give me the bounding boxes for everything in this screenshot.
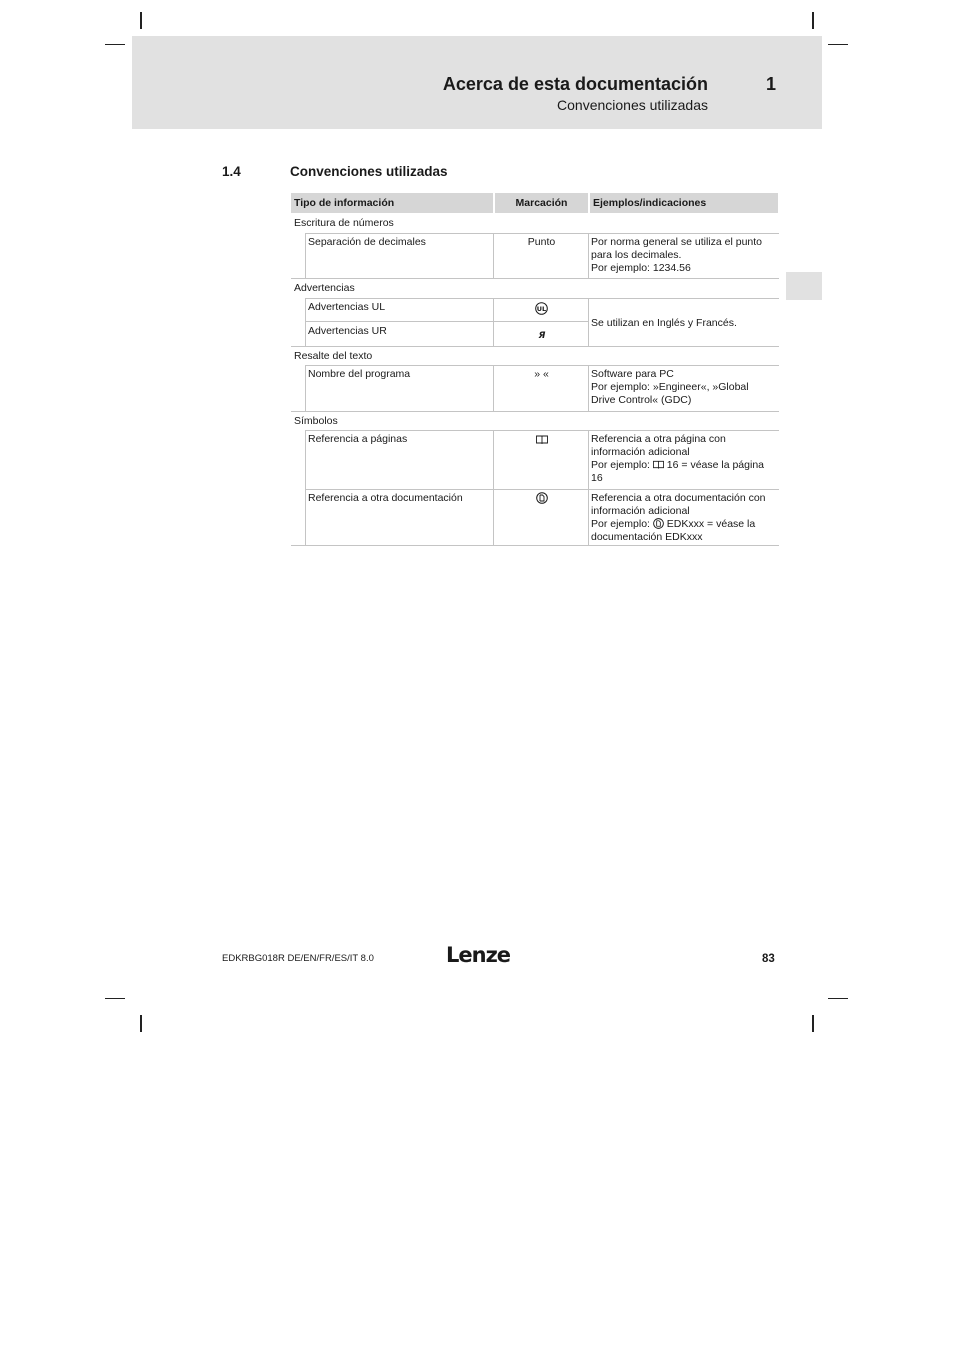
group-label-numbers: Escritura de números (294, 217, 394, 229)
example-line: Software para PC (591, 368, 674, 380)
column-divider (588, 233, 589, 278)
chapter-title: Acerca de esta documentación (442, 74, 708, 94)
ul-listed-icon (535, 302, 548, 315)
example-line (591, 518, 775, 544)
crop-mark (812, 12, 814, 29)
document-reference-icon (653, 518, 664, 529)
row-example-doc-ref (588, 490, 778, 546)
chapter-number: 1 (766, 74, 777, 94)
column-divider (588, 298, 589, 346)
column-divider (305, 430, 306, 545)
row-mark-program: » « (534, 368, 549, 380)
book-icon (653, 460, 664, 469)
page-number: 83 (762, 953, 775, 965)
example-prefix: Por ejemplo: (591, 518, 650, 530)
example-line: Referencia a otra página con información adicional (591, 433, 726, 458)
row-mark-ur (494, 327, 589, 341)
column-divider (305, 298, 306, 346)
column-divider (493, 298, 494, 346)
column-divider (588, 430, 589, 545)
example-line: Por ejemplo: »Engineer«, »Global Drive Control« (GDC) (591, 381, 749, 406)
column-header-marking: Marcación (495, 193, 588, 213)
group-label-symbols: Símbolos (294, 415, 338, 427)
column-header-type: Tipo de información (291, 193, 493, 213)
table-divider (291, 545, 779, 546)
crop-mark (828, 998, 848, 999)
example-prefix: Por ejemplo: (591, 459, 650, 471)
row-type-ur: Advertencias UR (308, 325, 387, 337)
row-mark-page-ref (494, 433, 589, 445)
example-suffix: 16 = véase la página 16 (591, 459, 764, 484)
row-example-warnings: Se utilizan en Inglés y Francés. (591, 317, 737, 329)
example-line: Por norma general se utiliza el punto para los decimales. (591, 236, 763, 261)
crop-mark (105, 998, 125, 999)
section-title: Convenciones utilizadas (290, 164, 448, 179)
table-divider (291, 411, 779, 412)
row-type-doc-ref: Referencia a otra documentación (308, 492, 463, 504)
row-type-page-ref: Referencia a páginas (308, 433, 408, 445)
table-divider (291, 346, 779, 347)
crop-mark (812, 1015, 814, 1032)
svg-text:UL: UL (536, 304, 547, 313)
column-divider (305, 233, 306, 278)
group-label-warnings: Advertencias (294, 282, 355, 294)
section-number: 1.4 (222, 164, 241, 179)
side-thumb-tab (786, 272, 822, 300)
table-divider (305, 321, 588, 322)
crop-mark (140, 12, 142, 29)
row-mark-doc-ref (494, 491, 589, 505)
row-example-page-ref (588, 431, 778, 487)
column-divider (588, 365, 589, 411)
example-suffix: EDKxxx = véase la documentación EDKxxx (591, 518, 756, 543)
row-example-decimals (588, 234, 778, 277)
document-id: EDKRBG018R DE/EN/FR/ES/IT 8.0 (222, 953, 374, 964)
row-mark-decimals: Punto (527, 236, 556, 248)
row-type-program: Nombre del programa (308, 368, 411, 380)
column-header-examples: Ejemplos/indicaciones (590, 193, 778, 213)
row-example-program (588, 366, 778, 409)
row-type-ul: Advertencias UL (308, 301, 386, 313)
lenze-logo: Lenze (446, 943, 511, 967)
column-divider (493, 430, 494, 545)
column-divider (305, 365, 306, 411)
chapter-subtitle: Convenciones utilizadas (557, 97, 708, 113)
row-type-decimals: Separación de decimales (308, 236, 426, 248)
document-reference-icon (536, 492, 548, 504)
column-divider (493, 365, 494, 411)
column-divider (493, 233, 494, 278)
book-icon (536, 435, 548, 444)
example-line (591, 459, 775, 485)
crop-mark (140, 1015, 142, 1032)
example-line: Referencia a otra documentación con información adicional (591, 492, 766, 517)
ur-recognized-icon (535, 329, 549, 339)
group-label-highlight: Resalte del texto (294, 350, 373, 362)
example-line: Por ejemplo: 1234.56 (591, 262, 691, 274)
row-mark-ul (494, 300, 589, 316)
crop-mark (828, 44, 848, 45)
svg-text:Я: Я (538, 331, 545, 339)
table-divider (291, 278, 779, 279)
crop-mark (105, 44, 125, 45)
